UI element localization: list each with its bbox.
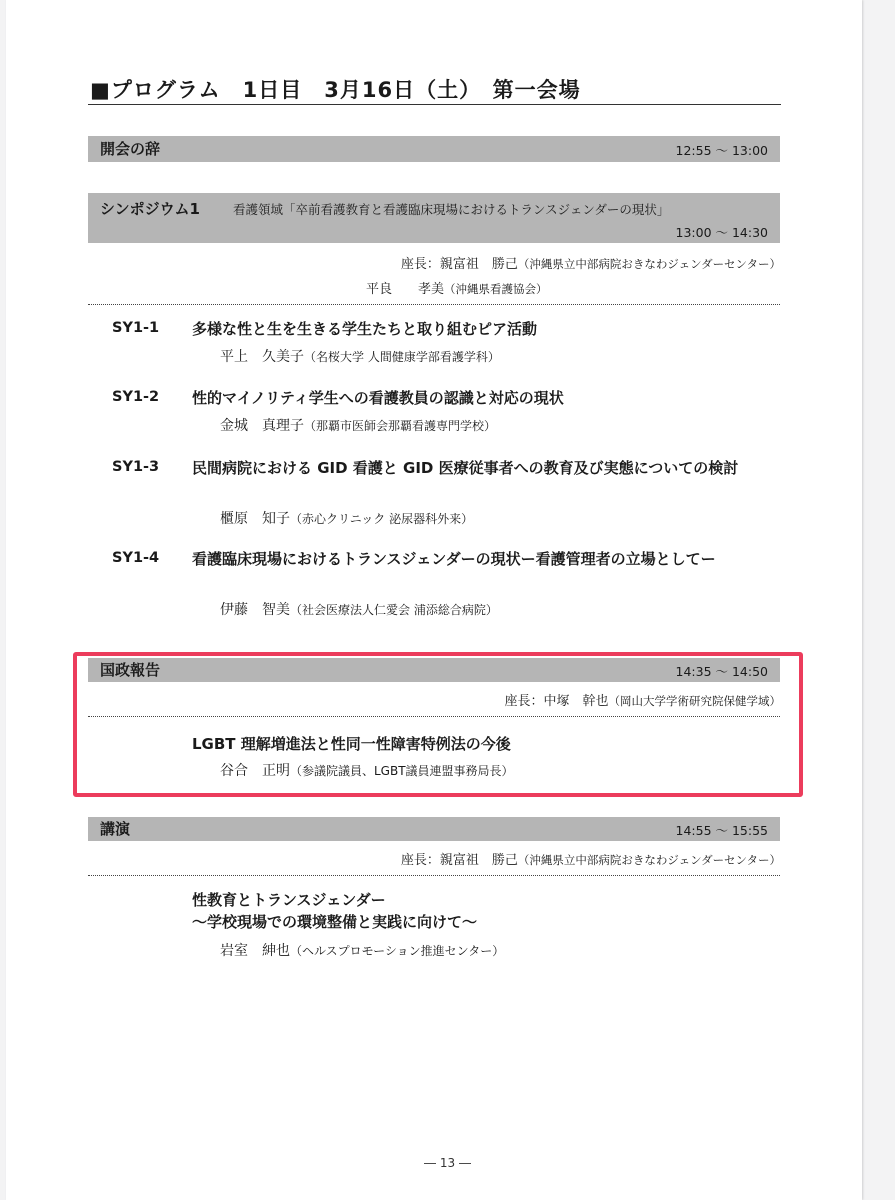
talk-code: SY1-1 (112, 320, 160, 336)
symposium-title: シンポジウム1 (100, 200, 200, 218)
lecture-title: 講演 (100, 820, 131, 838)
opening-title: 開会の辞 (100, 140, 161, 158)
highlight-box (73, 652, 803, 797)
lecture-title-line-1: 性教育とトランスジェンダー (192, 891, 386, 909)
national-report-chair: 座長：中塚 幹也（岡山大学学術研究院保健学域） (504, 694, 781, 709)
talk-code: SY1-3 (112, 459, 160, 475)
national-report-time: 14:35 ～ 14:50 (675, 664, 768, 679)
national-report-speaker: 谷合 正明（参議院議員、LGBT議員連盟事務局長） (220, 763, 514, 779)
symposium-time: 13:00 ～ 14:30 (675, 225, 768, 240)
national-report-talk-title: LGBT 理解増進法と性同一性障害特例法の今後 (192, 735, 511, 753)
talk-code: SY1-4 (112, 550, 160, 566)
title-underline (88, 104, 781, 105)
dotted-divider (88, 304, 780, 305)
lecture-section-bar (88, 817, 780, 841)
lecture-title-line-2: ～学校現場での環境整備と実践に向けて～ (192, 913, 478, 931)
symposium-section-bar (88, 193, 780, 243)
lecture-time: 14:55 ～ 15:55 (675, 823, 768, 838)
program-title: ■プログラム 1日目 3月16日（土） 第一会場 (90, 78, 581, 102)
opening-section-bar (88, 136, 780, 162)
opening-time: 12:55 ～ 13:00 (675, 143, 768, 158)
lecture-chair: 座長：親富祖 勝己（沖縄県立中部病院おきなわジェンダーセンター） (400, 853, 781, 868)
talk-speaker: 平上 久美子（名桜大学 人間健康学部看護学科） (220, 349, 500, 365)
symposium-subtitle: 看護領域「卒前看護教育と看護臨床現場におけるトランスジェンダーの現状」 (233, 202, 670, 217)
talk-title: 民間病院における GID 看護と GID 医療従事者への教育及び実態についての検討 (192, 459, 739, 477)
dotted-divider (88, 875, 780, 876)
symposium-chair-1: 座長：親富祖 勝己（沖縄県立中部病院おきなわジェンダーセンター） (400, 257, 781, 272)
talk-code: SY1-2 (112, 389, 160, 405)
lecture-talk-title (192, 889, 782, 933)
talk-title: 看護臨床現場におけるトランスジェンダーの現状ー看護管理者の立場としてー (192, 550, 716, 568)
national-report-title: 国政報告 (100, 661, 161, 679)
talk-speaker: 伊藤 智美（社会医療法人仁愛会 浦添総合病院） (220, 602, 498, 618)
talk-title: 性的マイノリティ学生への看護教員の認識と対応の現状 (192, 389, 564, 407)
lecture-speaker: 岩室 紳也（ヘルスプロモーション推進センター） (220, 943, 505, 959)
talk-speaker: 金城 真理子（那覇市医師会那覇看護専門学校） (220, 418, 497, 434)
talk-speaker: 櫃原 知子（赤心クリニック 泌尿器科外来） (220, 511, 474, 527)
talk-title: 多様な性と生を生きる学生たちと取り組むピア活動 (192, 320, 538, 338)
symposium-chair-2: 平良 孝美（沖縄県看護協会） (366, 282, 548, 297)
page-number: ― 13 ― (424, 1156, 471, 1170)
